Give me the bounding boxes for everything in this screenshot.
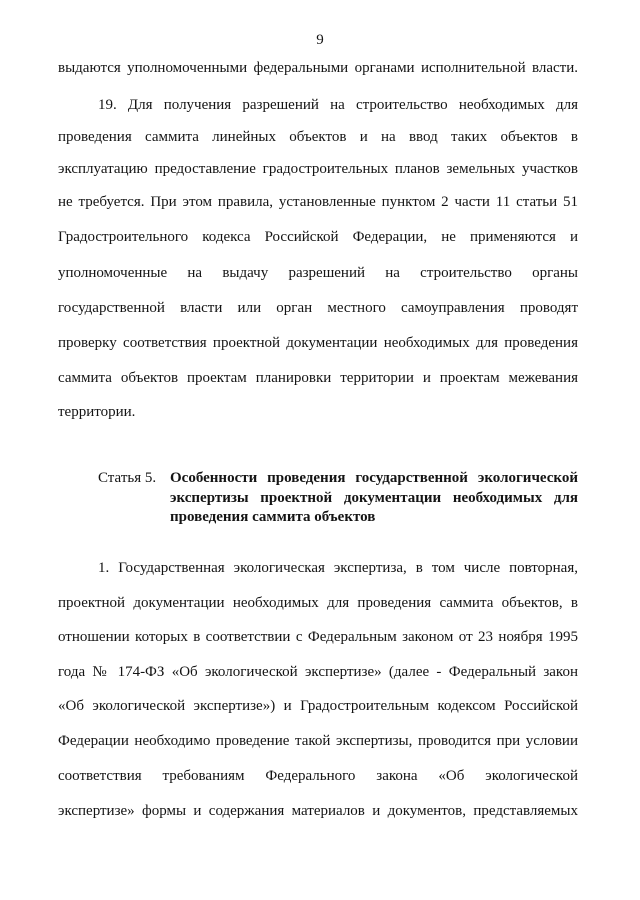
paragraph-19-line: территории. [58,404,136,420]
paragraph-19-line: 19. Для получения разрешений на строительство необходимых для [98,97,578,113]
paragraph-19-line: проверку соответствия проектной документации необходимых для проведения [58,335,578,351]
article-5-prefix: Статья 5. [98,470,157,486]
paragraph-1-line: экспертизе» формы и содержания материалов и документов, представляемых [58,803,578,819]
paragraph-1-line: года № 174-ФЗ «Об экологической экспертизе» (далее - Федеральный закон [58,664,578,680]
paragraph-19-line: саммита объектов проектам планировки территории и проектам межевания [58,370,578,386]
paragraph-19-line: Градостроительного кодекса Российской Федерации, не применяются и [58,229,578,245]
paragraph-1-line: отношении которых в соответствии с Федеральным законом от 23 ноября 1995 [58,629,578,645]
article-5-title-line: экспертизы проектной документации необходимых для [170,490,578,506]
paragraph-19-line: проведения саммита линейных объектов и на ввод таких объектов в [58,129,578,145]
article-5-title-line: Особенности проведения государственной экологической [170,470,578,486]
paragraph-1-line: 1. Государственная экологическая экспертиза, в том числе повторная, [98,560,578,576]
paragraph-1-line: проектной документации необходимых для проведения саммита объектов, в [58,595,578,611]
intro-line: выдаются уполномоченными федеральными органами исполнительной власти. [58,60,578,76]
paragraph-19-line: не требуется. При этом правила, установленные пунктом 2 части 11 статьи 51 [58,194,578,210]
page-number: 9 [316,32,324,48]
paragraph-1-line: «Об экологической экспертизе») и Градостроительным кодексом Российской [58,698,578,714]
paragraph-19-line: государственной власти или орган местного самоуправления проводят [58,300,578,316]
paragraph-1-line: соответствия требованиям Федерального закона «Об экологической [58,768,578,784]
article-5-title-line: проведения саммита объектов [170,509,376,525]
paragraph-19-line: эксплуатацию предоставление градостроительных планов земельных участков [58,161,578,177]
paragraph-1-line: Федерации необходимо проведение такой экспертизы, проводится при условии [58,733,578,749]
paragraph-19-line: уполномоченные на выдачу разрешений на строительство органы [58,265,578,281]
